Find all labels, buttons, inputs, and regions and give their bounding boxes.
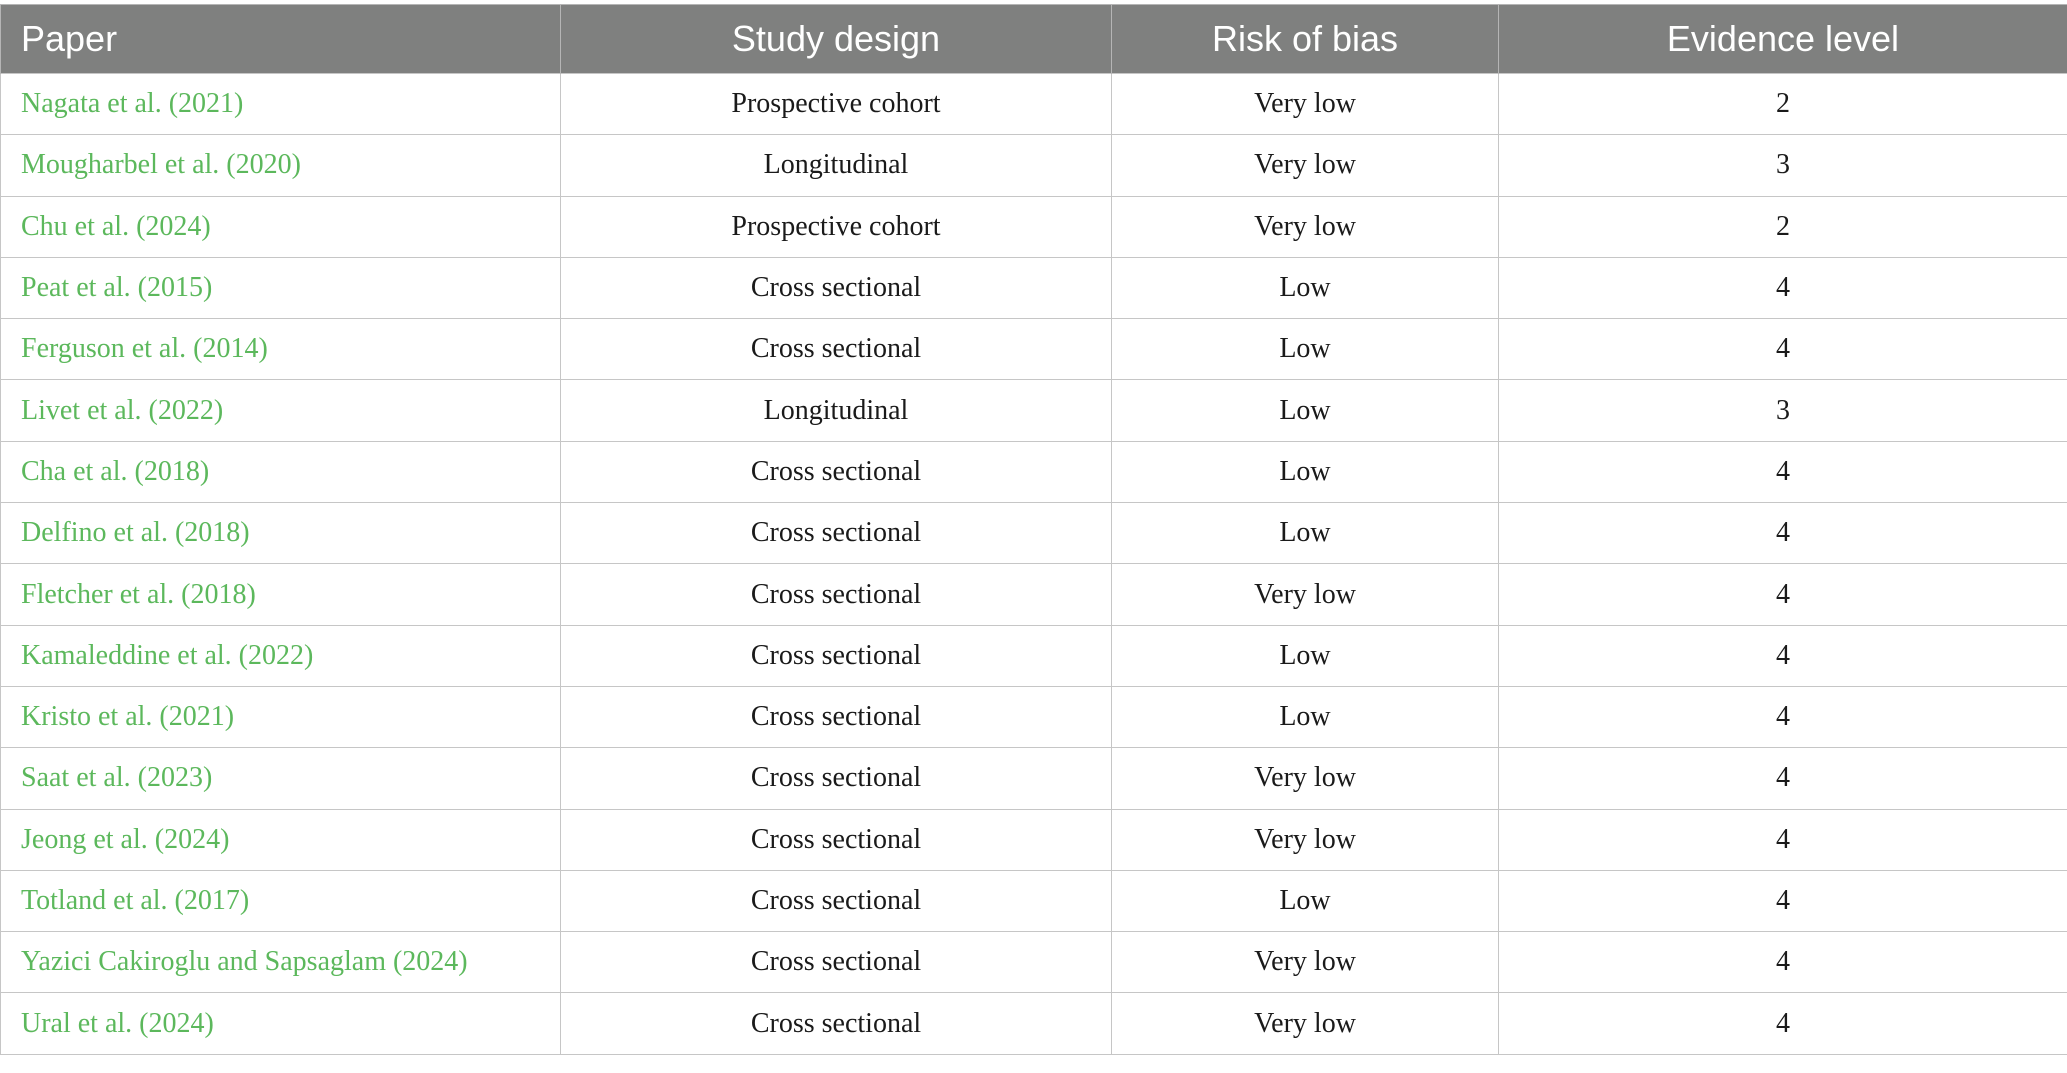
study-design-cell: Cross sectional (561, 441, 1112, 502)
paper-link[interactable]: Ural et al. (2024) (1, 993, 561, 1054)
evidence-level-cell: 4 (1499, 932, 2067, 993)
table-row (1, 503, 2067, 564)
table-row (1, 932, 2067, 993)
evidence-level-cell: 4 (1499, 257, 2067, 318)
risk-of-bias-cell: Low (1112, 441, 1499, 502)
risk-of-bias-cell: Very low (1112, 196, 1499, 257)
study-design-cell: Cross sectional (561, 993, 1112, 1054)
study-design-cell: Cross sectional (561, 257, 1112, 318)
paper-link[interactable]: Yazici Cakiroglu and Sapsaglam (2024) (1, 932, 561, 993)
header-risk-of-bias: Risk of bias (1112, 5, 1499, 74)
table-row (1, 625, 2067, 686)
risk-of-bias-cell: Low (1112, 257, 1499, 318)
table-row (1, 135, 2067, 196)
paper-link[interactable]: Jeong et al. (2024) (1, 809, 561, 870)
paper-link[interactable]: Peat et al. (2015) (1, 257, 561, 318)
evidence-table-container (0, 4, 2067, 1055)
risk-of-bias-cell: Very low (1112, 932, 1499, 993)
evidence-level-cell: 3 (1499, 380, 2067, 441)
table-row (1, 993, 2067, 1054)
table-row (1, 441, 2067, 502)
risk-of-bias-cell: Very low (1112, 748, 1499, 809)
study-design-cell: Longitudinal (561, 380, 1112, 441)
study-design-cell: Cross sectional (561, 870, 1112, 931)
paper-link[interactable]: Chu et al. (2024) (1, 196, 561, 257)
paper-link[interactable]: Kristo et al. (2021) (1, 686, 561, 747)
paper-link[interactable]: Fletcher et al. (2018) (1, 564, 561, 625)
table-row (1, 564, 2067, 625)
risk-of-bias-cell: Very low (1112, 135, 1499, 196)
table-header-row (1, 5, 2067, 74)
risk-of-bias-cell: Very low (1112, 809, 1499, 870)
table-row (1, 257, 2067, 318)
risk-of-bias-cell: Low (1112, 380, 1499, 441)
table-row (1, 196, 2067, 257)
study-design-cell: Cross sectional (561, 564, 1112, 625)
evidence-level-cell: 4 (1499, 809, 2067, 870)
header-paper: Paper (1, 5, 561, 74)
paper-link[interactable]: Totland et al. (2017) (1, 870, 561, 931)
study-design-cell: Prospective cohort (561, 196, 1112, 257)
evidence-level-cell: 4 (1499, 993, 2067, 1054)
evidence-level-cell: 4 (1499, 503, 2067, 564)
study-design-cell: Cross sectional (561, 932, 1112, 993)
paper-link[interactable]: Kamaleddine et al. (2022) (1, 625, 561, 686)
evidence-level-cell: 3 (1499, 135, 2067, 196)
evidence-level-cell: 4 (1499, 748, 2067, 809)
paper-link[interactable]: Delfino et al. (2018) (1, 503, 561, 564)
study-design-cell: Cross sectional (561, 748, 1112, 809)
study-design-cell: Cross sectional (561, 319, 1112, 380)
study-design-cell: Cross sectional (561, 809, 1112, 870)
risk-of-bias-cell: Low (1112, 625, 1499, 686)
risk-of-bias-cell: Low (1112, 870, 1499, 931)
header-study-design: Study design (561, 5, 1112, 74)
study-design-cell: Longitudinal (561, 135, 1112, 196)
evidence-level-cell: 4 (1499, 625, 2067, 686)
table-row (1, 809, 2067, 870)
table-row (1, 319, 2067, 380)
table-row (1, 380, 2067, 441)
evidence-level-cell: 4 (1499, 564, 2067, 625)
table-row (1, 870, 2067, 931)
paper-link[interactable]: Mougharbel et al. (2020) (1, 135, 561, 196)
table-row (1, 74, 2067, 135)
evidence-level-cell: 2 (1499, 196, 2067, 257)
paper-link[interactable]: Livet et al. (2022) (1, 380, 561, 441)
paper-link[interactable]: Saat et al. (2023) (1, 748, 561, 809)
table-row (1, 686, 2067, 747)
evidence-level-cell: 4 (1499, 686, 2067, 747)
paper-link[interactable]: Ferguson et al. (2014) (1, 319, 561, 380)
table-row (1, 748, 2067, 809)
evidence-level-cell: 2 (1499, 74, 2067, 135)
risk-of-bias-cell: Low (1112, 503, 1499, 564)
header-evidence-level: Evidence level (1499, 5, 2067, 74)
study-design-cell: Cross sectional (561, 625, 1112, 686)
evidence-table (0, 4, 2067, 1055)
risk-of-bias-cell: Very low (1112, 564, 1499, 625)
study-design-cell: Cross sectional (561, 686, 1112, 747)
risk-of-bias-cell: Low (1112, 686, 1499, 747)
evidence-level-cell: 4 (1499, 441, 2067, 502)
paper-link[interactable]: Cha et al. (2018) (1, 441, 561, 502)
study-design-cell: Prospective cohort (561, 74, 1112, 135)
study-design-cell: Cross sectional (561, 503, 1112, 564)
risk-of-bias-cell: Low (1112, 319, 1499, 380)
paper-link[interactable]: Nagata et al. (2021) (1, 74, 561, 135)
evidence-level-cell: 4 (1499, 319, 2067, 380)
risk-of-bias-cell: Very low (1112, 993, 1499, 1054)
risk-of-bias-cell: Very low (1112, 74, 1499, 135)
evidence-level-cell: 4 (1499, 870, 2067, 931)
